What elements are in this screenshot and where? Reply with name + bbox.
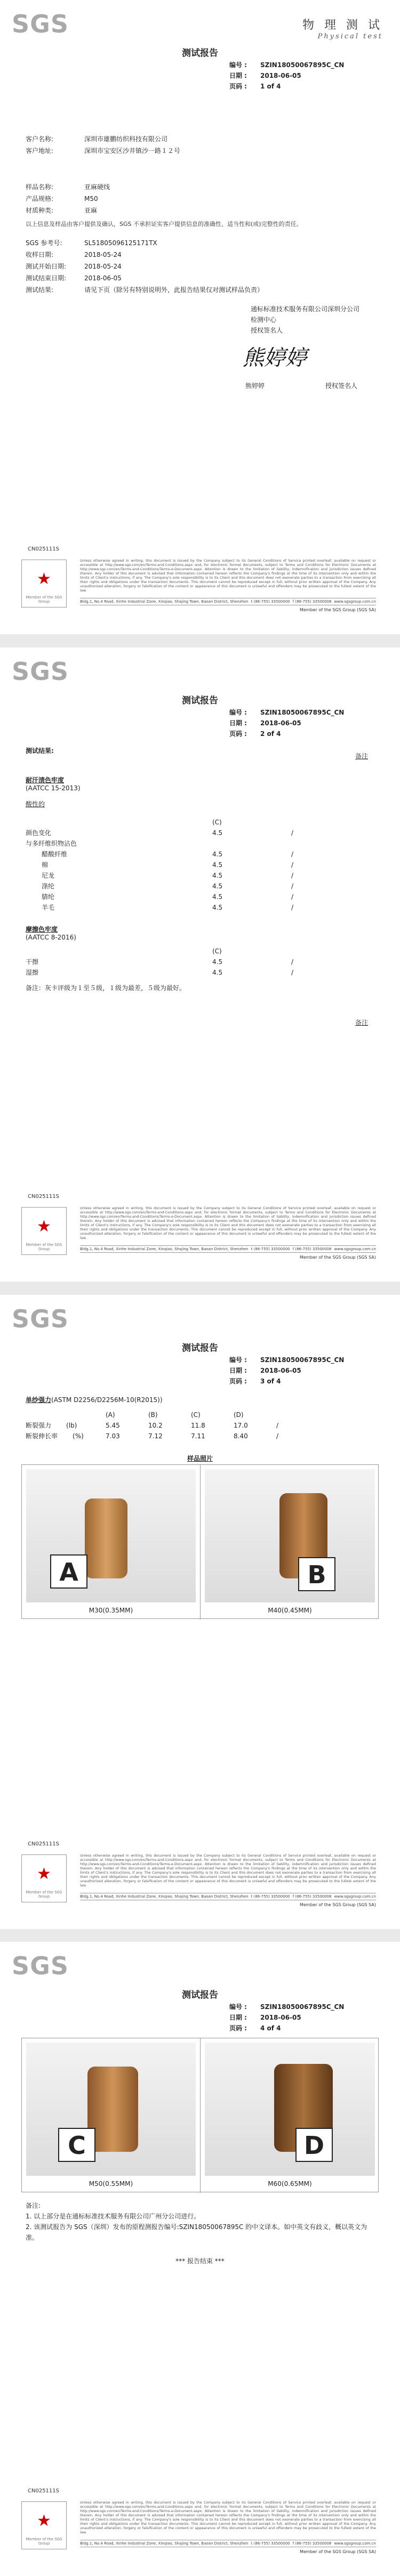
row-limit: / [291,850,294,858]
address-bar [80,1245,376,1253]
row-limit: / [291,872,294,879]
meta-page-label: 页码 : [229,2024,247,2032]
remark-link-2: 备注 [355,1019,368,1026]
report-date: 2018-06-05 [260,719,301,727]
sample-photos-grid-2 [21,2038,379,2192]
report-date: 2018-06-05 [260,2014,301,2021]
report-page-2 [0,647,400,1282]
test-results-label: 测试结果: [26,747,54,755]
row-value: 17.0 [234,1422,248,1429]
table-row [26,1420,319,1431]
report-meta [229,707,344,739]
page-footer [0,1849,400,1908]
report-number: SZIN18050067895C_CN [260,1356,345,1364]
client-address: 深圳市宝安区沙井镇沙一路１２号 [84,147,181,155]
page-footer [0,554,400,613]
header-title [302,16,383,40]
meta-date-label: 日期 : [229,719,247,727]
sgs-ref-label: SGS 参考号: [26,239,62,247]
photo-caption-a: M30(0.35MM) [89,1607,133,1614]
meta-no-label: 编号 : [229,61,247,69]
row-label: 羊毛 [42,904,55,911]
sample-material: 亚麻 [84,207,98,214]
row-limit [266,838,319,849]
terms-fine-print: Unless otherwise agreed in writing, this document is issued by the Company subject to its General Conditions of Service printed overleaf, available on request or accessible at http://www.sgs.com/en/Terms-and-Conditions.aspx and, for electronic format documents, subject to Terms and Conditions for Electronic Documents at http://www.sgs.com/en/Terms-and-Conditions/Terms-e-Document.aspx. Attention is drawn to the limitation of liability, indemnification and jurisdiction issues defined therein. Any holder of this document is advised that information contained hereon reflects the Company's findings at the time of its intervention only and within the limits of Client's instructions, if any. The Company's sole responsibility is to its Client and this document does not exonerate parties to a transaction from exercising all their rights and obligations under the transaction documents. This document cannot be reproduced except in full, without prior written approval of the Company. Any unauthorized alteration, forgery or falsification of the content or appearance of this document is unlawful and offenders may be prosecuted to the fullest extent of the law. [80,1853,376,1888]
table-row [26,860,372,870]
col-header-c: (C) [212,819,222,826]
table-row [26,828,372,838]
sweat-fastness-section [26,775,81,808]
result-text: 请见下页（除另有特别说明外，此报告结果仅对测试样品负责） [84,286,264,294]
footer-address: Bldg.1, No.4 Road, Xinhe Industrial Zone, Xinqiao, Shajing Town, Baoan District, Shenzhen [80,1247,249,1251]
badge-caption: Member of the SGS Group [26,1890,62,1899]
meta-no-label: 编号 : [229,709,247,716]
issuer-company: 通标标准技术服务有限公司深圳分公司 [251,305,360,313]
row-value: 10.2 [148,1422,163,1429]
row-grade: 4.5 [212,872,223,879]
footer-web: www.sgsgroup.com.cn [334,1247,376,1251]
star-icon: ★ [37,2512,51,2530]
header-title-zh: 物 理 测 试 [302,19,383,32]
disclaimer: 以上信息及样品由客户提供及确认，SGS 不承担证实客户提供信息的准确性、适当性和(或)完整性的责任。 [26,221,302,228]
yarn-strength-table [26,1409,319,1441]
row-grade: 4.5 [212,882,223,890]
sample-letter-b: B [298,1557,335,1591]
sample-letter-a: A [50,1554,87,1589]
row-limit: / [291,882,294,890]
report-date: 2018-06-05 [260,72,301,79]
table-row [26,1431,319,1441]
footer-fax: f (86-755) 33500008 [292,1247,332,1251]
table-row [26,902,372,913]
report-page-3 [0,1295,400,1929]
footer-web: www.sgsgroup.com.cn [334,2541,376,2546]
rub-fastness-title: 摩擦色牢度 [26,926,58,933]
sample-photos-caption: 样品照片 [187,1455,213,1462]
footer-address: Bldg.1, No.4 Road, Xinhe Industrial Zone, Xinqiao, Shajing Town, Baoan District, Shenzhen [80,2541,249,2546]
end-date: 2018-06-05 [84,274,122,282]
sample-letter-d: D [295,2128,333,2162]
page-footer [0,2496,400,2555]
sgs-badge [21,560,67,607]
yarn-strength-standard: (ASTM D2256/D2256M-10(R2015)) [51,1396,163,1404]
report-date: 2018-06-05 [260,1367,301,1374]
address-label: 客户地址: [26,147,54,155]
row-grade [212,838,266,849]
sgs-logo: SGS [12,657,69,686]
doc-id: CN025111S [28,546,59,552]
row-limit: / [291,904,294,911]
page-number: 1 of 4 [260,83,281,90]
row-label: 醋酸纤维 [42,850,68,858]
report-meta [229,60,344,92]
sample-photo-a [26,1469,196,1602]
row-grade: 4.5 [212,829,223,837]
issuer-block [251,304,359,336]
table-row [26,870,372,881]
footer-web: www.sgsgroup.com.cn [334,1894,376,1899]
sweat-fastness-title: 耐汗渍色牢度 [26,776,65,784]
row-label: 与多纤维织物沾色 [26,840,77,847]
doc-id: CN025111S [28,1194,59,1200]
sample-letter-c: C [58,2128,95,2162]
photo-cell-b [201,1465,379,1619]
col-header: (B) [148,1411,158,1419]
rub-fastness-standard: (AATCC 8-2016) [26,934,76,941]
meta-page-label: 页码 : [229,1378,247,1385]
note-2: 2. 该测试报告为 SGS（深圳）发布的原程测报告编号:SZIN18050067895C 的中文译本。如中英文有歧义，概以英文为准。 [26,2223,367,2241]
photo-cell-a [22,1465,201,1619]
member-line: Member of the SGS Group (SGS SA) [299,607,376,612]
header-title-en: Physical test [317,33,383,40]
address-bar [80,598,376,605]
yarn-strength-title: 单纱强力(ASTM D2256/D2256M-10(R2015)) [26,1396,163,1404]
row-limit: / [291,893,294,901]
col-header-c: (C) [212,947,222,955]
member-line: Member of the SGS Group (SGS SA) [299,2549,376,2554]
page-number: 3 of 4 [260,1378,281,1385]
footer-fax: f (86-755) 33500008 [292,2541,332,2546]
row-grade: 4.5 [212,850,223,858]
row-grade: 4.5 [212,861,223,869]
address-bar [80,2540,376,2547]
client-info [26,133,180,157]
grade-note: 备注：灰卡评级为１至５级，１级为最差，５级为最好。 [26,984,186,992]
report-number: SZIN18050067895C_CN [260,61,345,69]
notes-label: 备注: [26,2202,41,2209]
table-row [26,892,372,902]
sample-photo-c [26,2043,196,2176]
handwritten-signature: 熊婷婷 [243,346,307,370]
row-value: 7.11 [191,1432,205,1440]
footer-tel: t (86-755) 33500000 [251,2541,290,2546]
report-title: 测试报告 [182,1990,218,2000]
sgs-badge [21,2501,67,2549]
sgs-ref-number: SL51805096125171TX [84,239,157,247]
start-label: 测试开始日期: [26,263,67,270]
row-value: 11.8 [191,1422,205,1429]
meta-page-label: 页码 : [229,730,247,738]
photo-caption-c: M50(0.55MM) [89,2180,133,2188]
report-page-4 [0,1942,400,2576]
badge-caption: Member of the SGS Group [26,595,62,604]
row-label: 颜色变化 [26,829,52,837]
footer-address: Bldg.1, No.4 Road, Xinhe Industrial Zone, Xinqiao, Shajing Town, Baoan District, Shenzhen [80,600,249,604]
row-grade: 4.5 [212,958,223,966]
sample-info [26,181,110,216]
client-name: 深圳市雄鹏纺织科技有限公司 [84,135,168,143]
signer-role: 授权签名人 [325,382,358,390]
remark-link: 备注 [355,752,368,760]
page-footer [0,1202,400,1260]
start-date: 2018-05-24 [84,263,122,270]
received-label: 收样日期: [26,251,54,258]
sweat-fastness-standard: (AATCC 15-2013) [26,784,81,792]
test-info [26,237,263,296]
notes-block [26,2200,372,2243]
star-icon: ★ [37,1217,51,1236]
photo-caption-b: M40(0.45MM) [268,1607,312,1614]
table-row [26,967,372,978]
row-value: 7.12 [148,1432,163,1440]
footer-tel: t (86-755) 33500000 [251,1247,290,1251]
table-row [26,957,372,967]
report-title: 测试报告 [182,48,218,59]
doc-id: CN025111S [28,1841,59,1847]
table-row [26,881,372,892]
photo-cell-d [201,2038,379,2193]
footer-tel: t (86-755) 33500000 [251,1894,290,1899]
row-unit: (lb) [66,1422,77,1429]
row-label [26,1431,106,1441]
spool-a [85,1498,127,1578]
terms-fine-print: Unless otherwise agreed in writing, this document is issued by the Company subject to its General Conditions of Service printed overleaf, available on request or accessible at http://www.sgs.com/en/Terms-and-Conditions.aspx and, for electronic format documents, subject to Terms and Conditions for Electronic Documents at http://www.sgs.com/en/Terms-and-Conditions/Terms-e-Document.aspx. Attention is drawn to the limitation of liability, indemnification and jurisdiction issues defined therein. Any holder of this document is advised that information contained hereon reflects the Company's findings at the time of its intervention only and within the limits of Client's instructions, if any. The Company's sole responsibility is to its Client and this document does not exonerate parties to a transaction from exercising all their rights and obligations under the transaction documents. This document cannot be reproduced except in full, without prior written approval of the Company. Any unauthorized alteration, forgery or falsification of the content or appearance of this document is unlawful and offenders may be prosecuted to the fullest extent of the law. [80,2500,376,2534]
photo-caption-d: M60(0.65MM) [268,2180,312,2188]
sgs-logo: SGS [12,1951,69,1980]
table-row [26,838,372,849]
row-unit: (%) [73,1432,84,1440]
star-icon: ★ [37,570,51,588]
report-meta [229,1355,344,1387]
row-value: 5.45 [106,1422,120,1429]
acid-subtitle: 酸性的 [26,800,45,808]
report-title: 测试报告 [182,1343,218,1354]
sgs-badge [21,1854,67,1902]
rub-fastness-section [26,925,76,941]
signer-name: 熊婷婷 [245,382,265,390]
col-header: (D) [234,1411,244,1419]
row-label: 棉 [42,861,49,869]
issuer-signatory: 授权签名人 [251,327,283,334]
end-label: 测试结束日期: [26,274,67,282]
col-header: (A) [106,1411,115,1419]
client-label: 客户名称: [26,135,54,143]
report-number: SZIN18050067895C_CN [260,709,345,716]
result-label: 测试结果: [26,286,54,294]
row-grade: 4.5 [212,969,223,976]
sample-photos-grid [21,1464,379,1619]
badge-caption: Member of the SGS Group [26,1243,62,1251]
received-date: 2018-05-24 [84,251,122,258]
doc-id: CN025111S [28,2488,59,2494]
meta-no-label: 编号 : [229,1356,247,1364]
meta-no-label: 编号 : [229,2003,247,2011]
end-of-report: *** 报告结束 *** [175,2257,225,2265]
sgs-logo: SGS [12,10,69,38]
row-label [26,1420,106,1431]
report-title: 测试报告 [182,695,218,706]
badge-caption: Member of the SGS Group [26,2537,62,2546]
sample-photo-b [205,1469,375,1602]
table-row [26,849,372,860]
footer-address: Bldg.1, No.4 Road, Xinhe Industrial Zone, Xinqiao, Shajing Town, Baoan District, Shenzhen [80,1894,249,1899]
row-value: 8.40 [234,1432,248,1440]
address-bar [80,1893,376,1900]
row-limit: / [291,829,294,837]
meta-date-label: 日期 : [229,72,247,79]
page-number: 2 of 4 [260,730,281,738]
row-limit: / [291,861,294,869]
meta-page-label: 页码 : [229,83,247,90]
report-page-1 [0,0,400,634]
footer-fax: f (86-755) 33500008 [292,600,332,604]
star-icon: ★ [37,1865,51,1883]
model-label: 产品规格: [26,195,54,202]
col-header: (C) [191,1411,201,1419]
member-line: Member of the SGS Group (SGS SA) [299,1255,376,1260]
terms-fine-print: Unless otherwise agreed in writing, this document is issued by the Company subject to its General Conditions of Service printed overleaf, available on request or accessible at http://www.sgs.com/en/Terms-and-Conditions.aspx and, for electronic format documents, subject to Terms and Conditions for Electronic Documents at http://www.sgs.com/en/Terms-and-Conditions/Terms-e-Document.aspx. Attention is drawn to the limitation of liability, indemnification and jurisdiction issues defined therein. Any holder of this document is advised that information contained hereon reflects the Company's findings at the time of its intervention only and within the limits of Client's instructions, if any. The Company's sole responsibility is to its Client and this document does not exonerate parties to a transaction from exercising all their rights and obligations under the transaction documents. This document cannot be reproduced except in full, without prior written approval of the Company. Any unauthorized alteration, forgery or falsification of the content or appearance of this document is unlawful and offenders may be prosecuted to the fullest extent of the law. [80,1206,376,1240]
row-limit: / [276,1422,279,1429]
footer-tel: t (86-755) 33500000 [251,600,290,604]
sample-model: M50 [84,195,98,202]
sweat-fastness-table [26,817,372,913]
sample-label: 样品名称: [26,183,54,191]
row-label: 湿擦 [26,969,39,976]
sample-photo-d [205,2043,375,2176]
row-limit: / [291,958,294,966]
row-name: 断裂强力 [26,1422,52,1429]
footer-fax: f (86-755) 33500008 [292,1894,332,1899]
footer-web: www.sgsgroup.com.cn [334,600,376,604]
photo-cell-c [22,2038,201,2193]
report-number: SZIN18050067895C_CN [260,2003,345,2011]
row-grade: 4.5 [212,893,223,901]
sgs-logo: SGS [12,1305,69,1333]
row-label: 涤纶 [42,882,55,890]
row-label: 干擦 [26,958,39,966]
issuer-center: 检测中心 [251,316,277,323]
sample-name: 亚麻硬线 [84,183,110,191]
row-limit: / [276,1432,279,1440]
terms-fine-print: Unless otherwise agreed in writing, this document is issued by the Company subject to its General Conditions of Service printed overleaf, available on request or accessible at http://www.sgs.com/en/Terms-and-Conditions.aspx and, for electronic format documents, subject to Terms and Conditions for Electronic Documents at http://www.sgs.com/en/Terms-and-Conditions/Terms-e-Document.aspx. Attention is drawn to the limitation of liability, indemnification and jurisdiction issues defined therein. Any holder of this document is advised that information contained hereon reflects the Company's findings at the time of its intervention only and within the limits of Client's instructions, if any. The Company's sole responsibility is to its Client and this document does not exonerate parties to a transaction from exercising all their rights and obligations under the transaction documents. This document cannot be reproduced except in full, without prior written approval of the Company. Any unauthorized alteration, forgery or falsification of the content or appearance of this document is unlawful and offenders may be prosecuted to the fullest extent of the law. [80,558,376,593]
meta-date-label: 日期 : [229,1367,247,1374]
row-name: 断裂伸长率 [26,1432,58,1440]
row-value: 7.03 [106,1432,120,1440]
row-grade: 4.5 [212,904,223,911]
rub-fastness-table [26,946,372,978]
report-meta [229,2002,344,2034]
sgs-badge [21,1207,67,1255]
page-number: 4 of 4 [260,2024,281,2032]
meta-date-label: 日期 : [229,2014,247,2021]
row-label: 尼龙 [42,872,55,879]
row-label: 腈纶 [42,893,55,901]
note-1: 1. 以上部分是在通标标准技术服务有限公司广州分公司进行。 [26,2213,201,2220]
member-line: Member of the SGS Group (SGS SA) [299,1902,376,1907]
material-label: 材质种类: [26,207,54,214]
row-limit: / [291,969,294,976]
